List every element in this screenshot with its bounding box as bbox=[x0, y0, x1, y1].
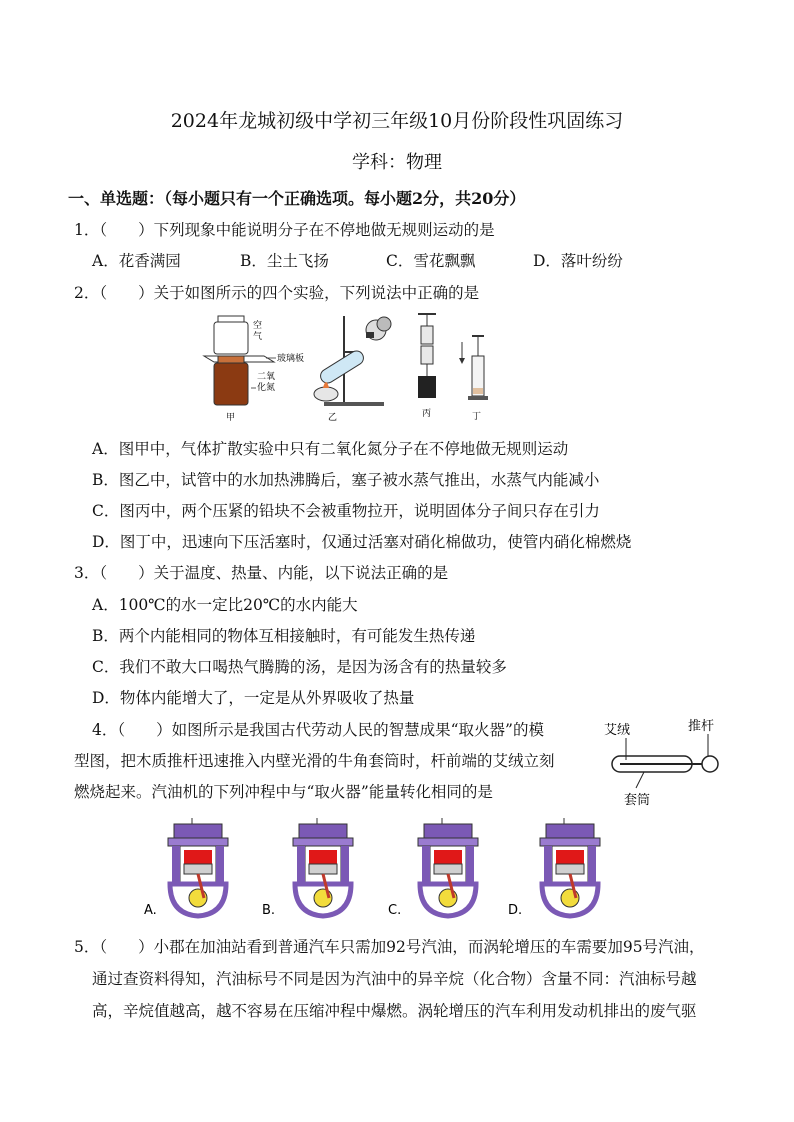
label-no2-1: 二氧 bbox=[257, 372, 276, 382]
label-air-2: 气 bbox=[253, 332, 263, 342]
q4-line-2: 型图，把木质推杆迅速推入内壁光滑的牛角套筒时，杆前端的艾绒立刻 bbox=[74, 752, 555, 770]
engine-label-b: B. bbox=[262, 903, 276, 918]
q2-option-d: D．图丁中，迅速向下压活塞时，仅通过活塞对硝化棉做功，使管内硝化棉燃烧 bbox=[92, 533, 632, 551]
q3-stem: 3．（ ）关于温度、热量、内能，以下说法正确的是 bbox=[74, 564, 449, 582]
label-tinder: 艾绒 bbox=[604, 723, 631, 738]
page-title: 2024年龙城初级中学初三年级10月份阶段性巩固练习 bbox=[170, 110, 624, 132]
q1-stem: 1．（ ）下列现象中能说明分子在不停地做无规则运动的是 bbox=[74, 221, 495, 239]
label-jia: 甲 bbox=[226, 413, 236, 423]
label-bing: 丙 bbox=[422, 409, 432, 419]
q3-option-b: B．两个内能相同的物体互相接触时，有可能发生热传递 bbox=[92, 627, 476, 645]
label-glass-plate: 玻璃板 bbox=[277, 354, 305, 364]
label-sleeve: 套筒 bbox=[624, 793, 651, 808]
q3-option-d: D．物体内能增大了，一定是从外界吸收了热量 bbox=[92, 689, 415, 707]
engine-label-d: D. bbox=[508, 903, 523, 918]
q1-option-d: D．落叶纷纷 bbox=[533, 252, 623, 270]
q5-line-1: 5．（ ）小郡在加油站看到普通汽车只需加92号汽油，而涡轮增压的车需要加95号汽油， bbox=[74, 938, 705, 956]
q4-line-1: 4．（ ）如图所示是我国古代劳动人民的智慧成果“取火器”的模 bbox=[92, 721, 544, 739]
figure-ding-compression bbox=[459, 336, 488, 400]
q4-fire-device-figure bbox=[596, 718, 726, 812]
q1-options bbox=[0, 249, 794, 271]
q2-stem: 2．（ ）关于如图所示的四个实验，下列说法中正确的是 bbox=[74, 284, 480, 302]
figure-yi-test-tube bbox=[314, 316, 391, 406]
q1-option-a: A．花香满园 bbox=[92, 252, 181, 270]
q2-option-c: C．图丙中，两个压紧的铅块不会被重物拉开，说明固体分子间只存在引力 bbox=[92, 502, 600, 520]
label-ding: 丁 bbox=[472, 412, 482, 422]
q3-option-a: A．100℃的水一定比20℃的水内能大 bbox=[92, 596, 358, 614]
q2-experiments-figure bbox=[196, 308, 526, 430]
q4-engine-strokes-figure bbox=[140, 818, 640, 924]
q2-option-a: A．图甲中，气体扩散实验中只有二氧化氮分子在不停地做无规则运动 bbox=[92, 440, 569, 458]
q5-line-3: 高，辛烷值越高，越不容易在压缩冲程中爆燃。涡轮增压的汽车利用发动机排出的废气驱 bbox=[92, 1002, 697, 1020]
label-air-1: 空 bbox=[253, 321, 263, 331]
q2-option-b: B．图乙中，试管中的水加热沸腾后，塞子被水蒸气推出，水蒸气内能减小 bbox=[92, 471, 600, 489]
figure-bing-lead-blocks bbox=[418, 314, 436, 398]
q1-option-b: B．尘土飞扬 bbox=[240, 252, 329, 270]
label-no2-2: 化氮 bbox=[257, 383, 276, 393]
section-heading: 一、单选题：（每小题只有一个正确选项。每小题2分，共20分） bbox=[68, 189, 526, 208]
q5-line-2: 通过查资料得知，汽油标号不同是因为汽油中的异辛烷（化合物）含量不同：汽油标号越 bbox=[92, 970, 697, 988]
q1-option-c: C．雪花飘飘 bbox=[386, 252, 476, 270]
engine-label-c: C. bbox=[388, 903, 402, 918]
label-yi: 乙 bbox=[328, 413, 338, 423]
subject-label: 学科：物理 bbox=[352, 152, 442, 173]
engine-label-a: A. bbox=[144, 903, 157, 918]
q3-option-c: C．我们不敢大口喝热气腾腾的汤，是因为汤含有的热量较多 bbox=[92, 658, 507, 676]
q4-line-3: 燃烧起来。汽油机的下列冲程中与“取火器”能量转化相同的是 bbox=[74, 783, 493, 801]
label-rod: 推杆 bbox=[688, 719, 715, 734]
